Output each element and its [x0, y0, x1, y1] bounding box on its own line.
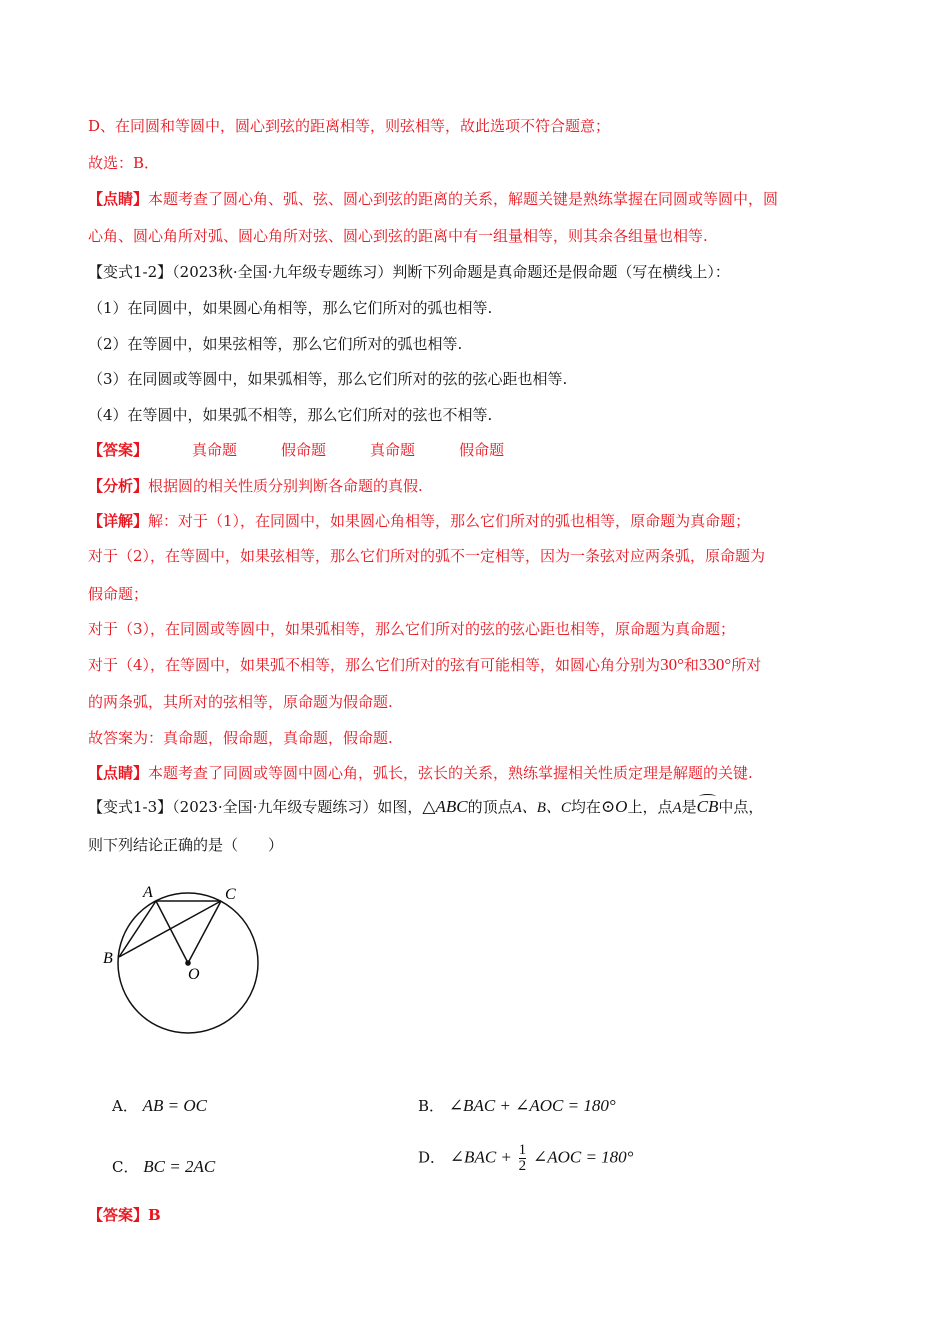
q13-mid3: 上，点 — [627, 798, 673, 816]
angle-30: 30° — [660, 655, 684, 674]
point-a: A — [672, 800, 682, 816]
center-point — [185, 960, 191, 966]
option-b-label: B． — [418, 1097, 445, 1115]
option-d[interactable] — [418, 1143, 633, 1174]
dianjing-tag: 【点睛】 — [88, 190, 149, 208]
question-1-3-line-2: 则下列结论正确的是（ ） — [88, 836, 284, 854]
angle-330: 330° — [698, 655, 732, 674]
detail-text-5a: 对于（4），在等圆中，如果弧不相等，那么它们所对的弦有可能相等，如圆心角分别为 — [88, 656, 661, 674]
answer-line — [88, 439, 870, 461]
dianjing-2-line — [88, 762, 870, 784]
dianjing-1-line-2: 心角、圆心角所对弧、圆心角所对弦、圆心到弦的距离中有一组量相等，则其余各组量也相等. — [88, 227, 708, 245]
q13-mid1: 的顶点 — [467, 798, 513, 816]
segment-ao — [156, 901, 188, 963]
question-1-2-item-3: （3）在同圆或等圆中，如果弧相等，那么它们所对的弦的弦心距也相等. — [88, 370, 568, 388]
detail-and: 和 — [683, 656, 699, 674]
answer-3: 真命题 — [370, 441, 416, 459]
answer-4: 假命题 — [459, 441, 505, 459]
question-1-2-item-4: （4）在等圆中，如果弧不相等，那么它们所对的弦也不相等. — [88, 406, 493, 424]
q13-prefix: 【变式1-3】（2023·全国·九年级专题练习）如图， — [88, 798, 423, 816]
option-c-expr: BC = 2AC — [143, 1157, 216, 1176]
option-a-expr: AB = OC — [142, 1096, 207, 1115]
segment-ab — [119, 901, 156, 957]
final-answer: 【答案】B — [88, 1206, 161, 1224]
answer-2: 假命题 — [281, 441, 327, 459]
answer-tag: 【答案】 — [88, 441, 149, 459]
fraction-denominator: 2 — [518, 1158, 527, 1174]
dianjing-text-2: 本题考查了同圆或等圆中圆心角，弧长，弦长的关系，熟练掌握相关性质定理是解题的关键. — [148, 764, 753, 782]
triangle-abc: △ABC — [422, 797, 468, 816]
q13-mid2: 均在 — [570, 798, 601, 816]
q13-end: 中点， — [718, 798, 764, 816]
dianjing-tag-2: 【点睛】 — [88, 764, 149, 782]
option-b-expr: ∠BAC + ∠AOC = 180° — [448, 1096, 616, 1115]
option-b[interactable] — [418, 1095, 616, 1116]
answer-1: 真命题 — [192, 441, 238, 459]
label-o: O — [188, 966, 200, 983]
fraction-half — [519, 1143, 527, 1174]
dianjing-1-line-1 — [88, 188, 870, 210]
circle-o: ⊙O — [600, 797, 628, 816]
detail-line-1 — [88, 510, 870, 532]
q13-mid4: 是 — [681, 798, 697, 816]
points-abc: A、B、C — [512, 800, 571, 816]
label-a: A — [143, 884, 153, 901]
detail-line-3: 假命题； — [88, 585, 149, 603]
arc-cb: CB — [696, 797, 719, 816]
analysis-text: 根据圆的相关性质分别判断各命题的真假. — [148, 477, 423, 495]
detail-line-5 — [88, 654, 870, 676]
option-c[interactable] — [112, 1156, 215, 1177]
detail-text-1: 解：对于（1），在同圆中，如果圆心角相等，那么它们所对的弧也相等，原命题为真命题； — [148, 512, 751, 530]
detail-line-4: 对于（3），在同圆或等圆中，如果弧相等，那么它们所对的弦的弦心距也相等，原命题为真命题； — [88, 620, 736, 638]
detail-text-5b: 所对 — [731, 656, 762, 674]
analysis-line — [88, 475, 870, 497]
question-1-2-item-2: （2）在等圆中，如果弦相等，那么它们所对的弧也相等. — [88, 335, 463, 353]
question-1-3-title — [88, 796, 870, 819]
option-d-pre: ∠BAC + — [449, 1147, 512, 1167]
dianjing-text: 本题考查了圆心角、弧、弦、圆心到弦的距离的关系，解题关键是熟练掌握在同圆或等圆中，圆 — [148, 190, 779, 208]
circle-figure — [100, 875, 280, 1040]
option-a-label: A． — [112, 1097, 138, 1115]
option-a[interactable] — [112, 1095, 207, 1116]
detail-tag: 【详解】 — [88, 512, 149, 530]
analysis-tag: 【分析】 — [88, 477, 149, 495]
label-c: C — [225, 886, 236, 903]
option-c-label: C． — [112, 1158, 139, 1176]
detail-line-6: 的两条弧，其所对的弦相等，原命题为假命题. — [88, 693, 393, 711]
label-b: B — [103, 950, 113, 967]
question-1-2-item-1: （1）在同圆中，如果圆心角相等，那么它们所对的弧也相等. — [88, 299, 493, 317]
choice-statement: 故选：B． — [88, 154, 160, 172]
option-d-label: D． — [418, 1148, 446, 1167]
question-1-2-title: 【变式1-2】（2023秋·全国·九年级专题练习）判断下列命题是真命题还是假命题（写在横线上）： — [88, 263, 730, 281]
option-d-explanation: D、在同圆和等圆中，圆心到弦的距离相等，则弦相等，故此选项不符合题意； — [88, 117, 611, 135]
option-d-post: ∠AOC = 180° — [532, 1147, 634, 1167]
detail-line-7: 故答案为：真命题，假命题，真命题，假命题. — [88, 729, 393, 747]
detail-line-2: 对于（2），在等圆中，如果弦相等，那么它们所对的弧不一定相等，因为一条弦对应两条弧，原命题为 — [88, 547, 766, 565]
fraction-numerator: 1 — [518, 1142, 527, 1158]
